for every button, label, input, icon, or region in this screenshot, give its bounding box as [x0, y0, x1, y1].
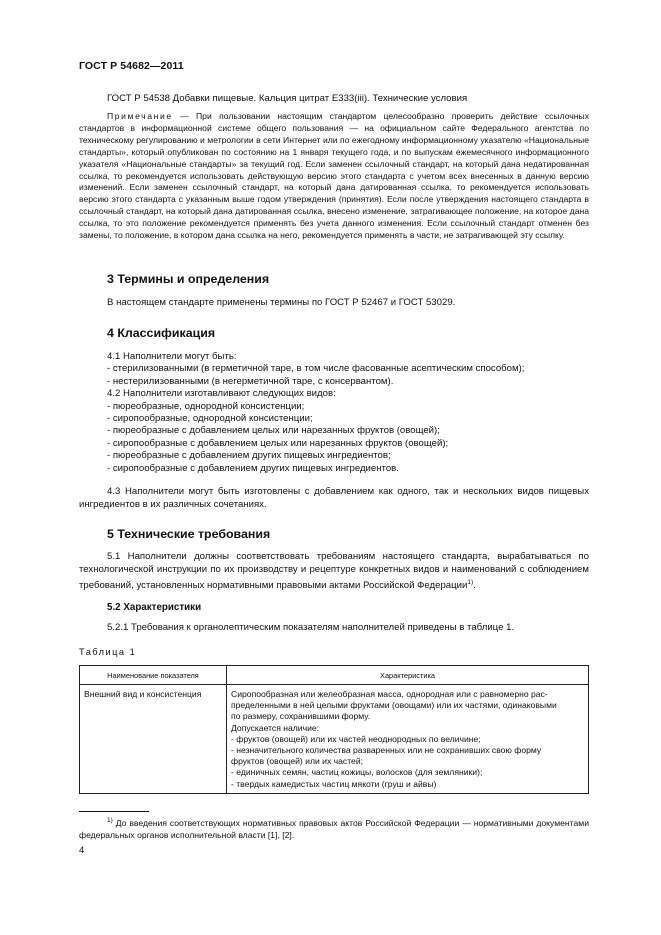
cell-line: - фруктов (овощей) или их частей неоднородных по величине;	[231, 733, 481, 744]
table-header-row	[80, 666, 589, 685]
paragraph-4-3: 4.3 Наполнители могут быть изготовлены с добавлением как одного, так и нескольких видов пищевых ингредиентов в их различных сочетаниях.	[79, 486, 589, 510]
list-item: - сиропообразные с добавлением других пищевых ингредиентов.	[107, 462, 399, 474]
paragraph-5-1-text: 5.1 Наполнители должны соответствовать требованиям настоящего стандарта, вырабатываться по технологической инструкции по их производству и рецептуре конкретных видов и наименований с соблюдением требований, установленных нормативными правовыми актами Российской Федерации	[79, 551, 589, 591]
note-text: — При пользовании настоящим стандартом целесообразно проверить действие ссылочных стандартов в информационной системе общего пользования — на официальном сайте Федерального агентства по техническому регулированию и метрологии в сети Интернет или по ежегодному информационному указателю «Национальные стандарты», который опубликован по состоянию на 1 января текущего года, и по выпускам ежемесячного информационного указателя «Национальные стандарты» за текущий год. Если заменен ссылочный стандарт, на который дана недатированная ссылка, то рекомендуется использовать действующую версию этого стандарта с учетом всех внесенных в данную версию изменений. Если заменен ссылочный стандарт, на который дана датированная ссылка, то рекомендуется использовать версию этого стандарта с указанным выше годом утверждения (принятия). Если после утверждения настоящего стандарта в ссылочный стандарт, на который дана датированная ссылка, внесено изменение, затрагивающее положение, на которое дана ссылка, то это положение рекомендуется применять без учета данного изменения. Если ссылочный стандарт отменен без замены, то положение, в котором дана ссылка на него, рекомендуется применять в части, не затрагивающей эту ссылку.	[79, 111, 589, 241]
table-caption: Таблица 1	[79, 647, 137, 657]
footnote-divider	[79, 811, 149, 812]
reference-entry: ГОСТ Р 54538 Добавки пищевые. Кальция цитрат Е333(iii). Технические условия	[107, 93, 468, 104]
cell-line: - твердых камедистых частиц мякоти (груш и айвы)	[231, 778, 437, 789]
classification-list	[107, 351, 524, 475]
list-item: - сиропообразные, однородной консистенции;	[107, 413, 313, 425]
footnote-ref: 1)	[467, 578, 474, 586]
list-item: 4.1 Наполнители могут быть:	[107, 351, 237, 362]
note-label: Примечание	[107, 111, 173, 121]
section-5-2-heading: 5.2 Характеристики	[107, 602, 202, 613]
cell-line: Допускается наличие:	[231, 722, 320, 733]
requirements-table	[79, 665, 589, 794]
cell-line: - незначительного количества разваренных или не сохранивших свою форму	[231, 745, 542, 756]
list-item: - пюреобразные с добавлением других пищевых ингредиентов;	[107, 450, 391, 462]
column-header: Характеристика	[227, 666, 589, 685]
paragraph-5-1	[79, 551, 589, 593]
list-item: - пюреобразные, однородной консистенции;	[107, 400, 305, 412]
footnote-marker: 1)	[107, 817, 113, 824]
page-number: 4	[79, 845, 85, 856]
list-item: - нестерилизованными (в негерметичной таре, с консервантом).	[107, 375, 394, 387]
section-3-heading: 3 Термины и определения	[107, 272, 270, 286]
list-item: - стерилизованными (в герметичной таре, в том числе фасованные асептическим способом);	[107, 363, 525, 375]
cell-line: по размеру, сохранившими форму.	[231, 711, 371, 722]
cell-line: - единичных семян, частиц кожицы, волосков (для земляники);	[231, 767, 483, 778]
section-4-heading: 4 Классификация	[107, 326, 216, 340]
document-header: ГОСТ Р 54682—2011	[79, 60, 184, 72]
paragraph-5-2-1: 5.2.1 Требования к органолептическим показателям наполнителей приведены в таблице 1.	[107, 622, 515, 633]
section-3-text: В настоящем стандарте применены термины по ГОСТ Р 52467 и ГОСТ 53029.	[107, 297, 456, 308]
footnote-text: До введения соответствующих нормативных правовых актов Российской Федерации — нормативными документами федеральных органов исполнительной власти [1], [2].	[79, 817, 589, 840]
paragraph-5-1-end: .	[473, 579, 476, 591]
list-item: - сиропообразные с добавлением целых или нарезанных фруктов (овощей);	[107, 437, 449, 449]
reference-note	[79, 111, 589, 242]
table-cell-description	[227, 685, 589, 794]
cell-line: фруктов (овощей) или их частей;	[231, 756, 364, 767]
list-item: 4.2 Наполнители изготавливают следующих видов:	[107, 388, 336, 400]
section-5-heading: 5 Технические требования	[107, 527, 271, 541]
table-cell-name: Внешний вид и консистенция	[80, 685, 227, 794]
table-row	[80, 685, 589, 794]
footnote	[79, 815, 589, 841]
cell-line: пределенными в ней целыми фруктами (овощами) или их частями, одинаковыми	[231, 700, 557, 711]
column-header: Наименование показателя	[80, 666, 227, 685]
list-item: - пюреобразные с добавлением целых или нарезанных фруктов (овощей);	[107, 425, 440, 437]
cell-line: Сиропообразная или желеобразная масса, однородная или с равномерно рас-	[231, 689, 548, 699]
